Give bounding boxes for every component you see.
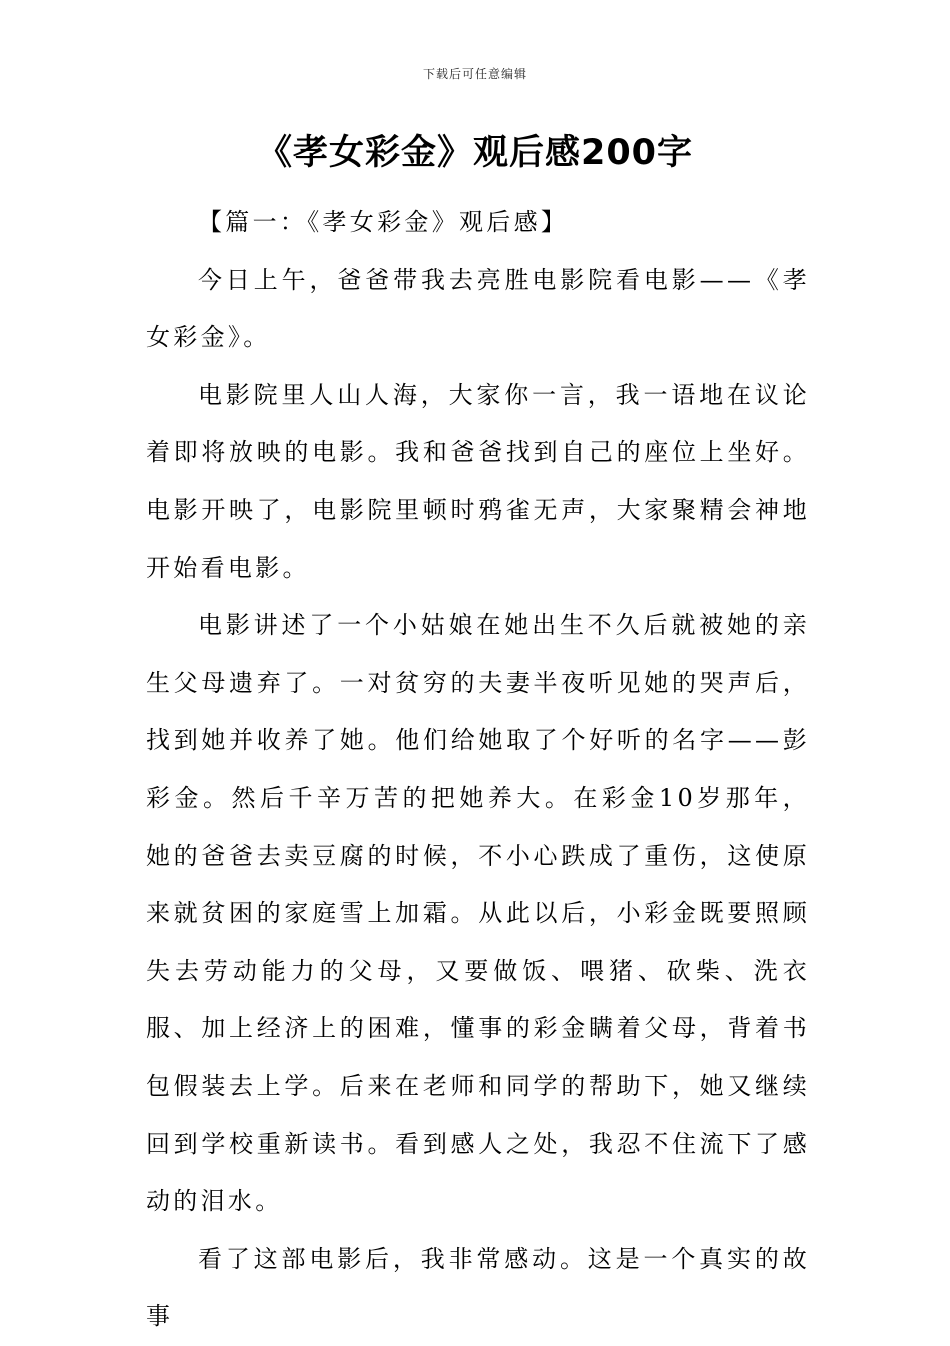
paragraph-3: 电影讲述了一个小姑娘在她出生不久后就被她的亲生父母遗弃了。一对贫穷的夫妻半夜听见她的哭声后，找到她并收养了她。他们给她取了个好听的名字——彭彩金。然后千辛万苦的把她养大。在彩金10岁那年，她的爸爸去卖豆腐的时候，不小心跌成了重伤，这使原来就贫困的家庭雪上加霜。从此以后，小彩金既要照顾失去劳动能力的父母，又要做饭、喂猪、砍柴、洗衣服、加上经济上的困难，懂事的彩金瞒着父母，背着书包假装去上学。后来在老师和同学的帮助下，她又继续回到学校重新读书。看到感人之处，我忍不住流下了感动的泪水。 (146, 611, 810, 1216)
section-heading: 【篇一：《孝女彩金》观后感】 (198, 208, 569, 236)
document-body (146, 194, 810, 1346)
paragraph-2: 电影院里人山人海，大家你一言，我一语地在议论着即将放映的电影。我和爸爸找到自己的座位上坐好。电影开映了，电影院里顿时鸦雀无声，大家聚精会神地开始看电影。 (146, 380, 810, 582)
header-note: 下载后可任意编辑 (422, 67, 527, 81)
paragraph-1: 今日上午，爸爸带我去亮胜电影院看电影——《孝女彩金》。 (146, 265, 810, 352)
paragraph-4: 看了这部电影后，我非常感动。这是一个真实的故事 (146, 1244, 810, 1331)
document-title: 《孝女彩金》观后感200字 (256, 133, 694, 173)
